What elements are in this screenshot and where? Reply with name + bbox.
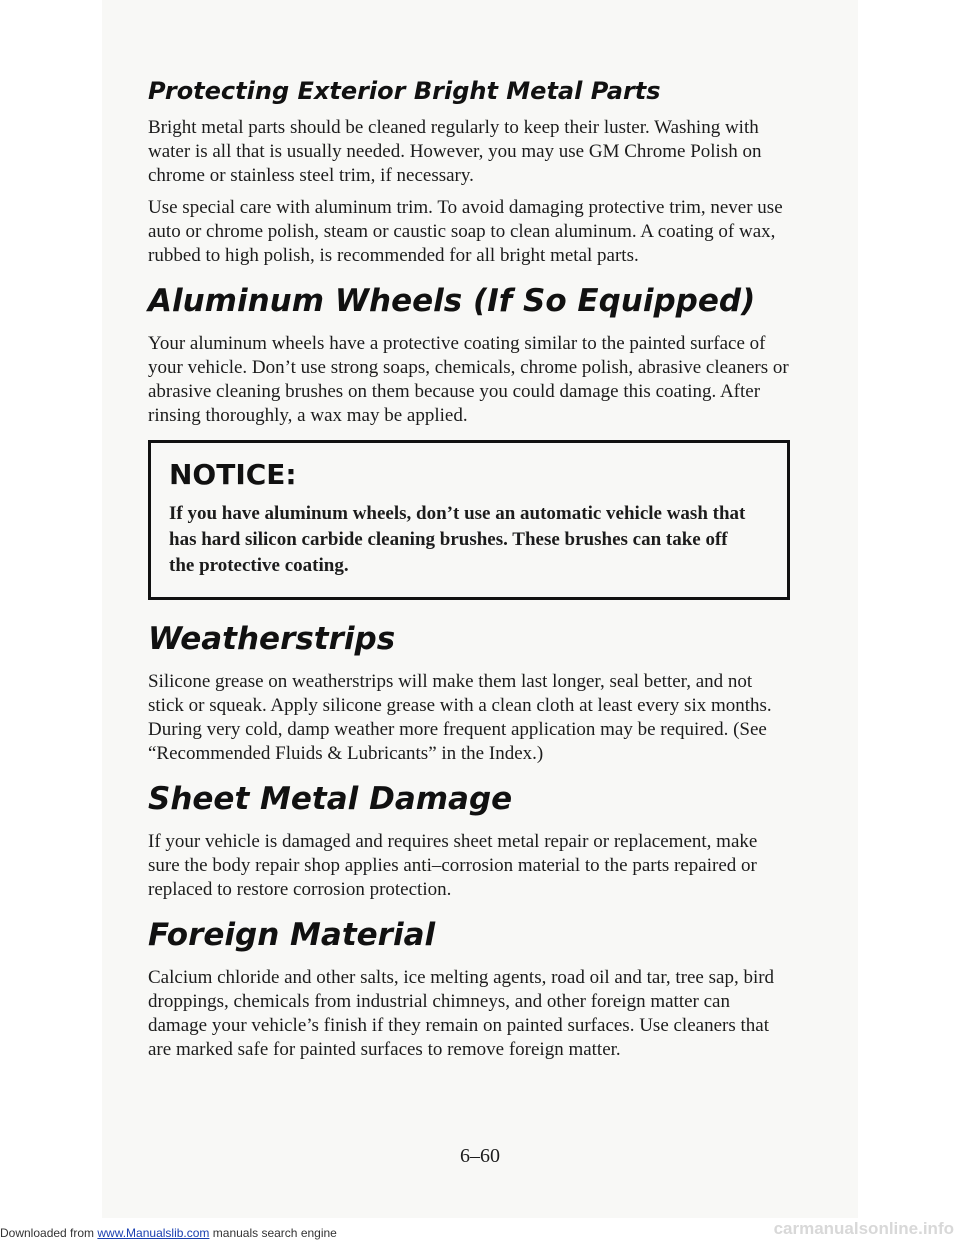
paragraph-bright-metal-2: Use special care with aluminum trim. To avoid damaging protective trim, never use auto or chrome polish, steam or caustic soap to clean aluminum. A coating of wax, rubbed to high polish, is recommended for all bright metal parts. bbox=[148, 197, 783, 266]
heading-aluminum-wheels: Aluminum Wheels (If So Equipped) bbox=[148, 283, 756, 319]
heading-sheet-metal: Sheet Metal Damage bbox=[148, 781, 513, 817]
page-content bbox=[148, 76, 790, 1074]
footer-suffix: manuals search engine bbox=[209, 1226, 337, 1240]
section-sheet-metal bbox=[148, 778, 790, 902]
manualslib-link[interactable]: www.Manualslib.com bbox=[97, 1226, 210, 1240]
heading-bright-metal: Protecting Exterior Bright Metal Parts bbox=[148, 77, 661, 105]
heading-foreign-material: Foreign Material bbox=[148, 917, 436, 953]
site-watermark: carmanualsonline.info bbox=[773, 1219, 954, 1238]
section-weatherstrips bbox=[148, 618, 790, 766]
section-aluminum-wheels bbox=[148, 280, 790, 428]
section-bright-metal bbox=[148, 76, 790, 268]
download-footer bbox=[0, 1226, 337, 1240]
footer-prefix: Downloaded from bbox=[0, 1226, 98, 1240]
section-foreign-material bbox=[148, 914, 790, 1062]
paragraph-aluminum-wheels: Your aluminum wheels have a protective coating similar to the painted surface of your vehicle. Don’t use strong soaps, chemicals, chrome polish, abrasive cleaners or abrasive cleaning brushes on them because you could damage this coating. After rinsing thoroughly, a wax may be applied. bbox=[148, 333, 789, 426]
heading-weatherstrips: Weatherstrips bbox=[148, 621, 396, 657]
notice-title: NOTICE: bbox=[169, 458, 297, 491]
paragraph-sheet-metal: If your vehicle is damaged and requires sheet metal repair or replacement, make sure the body repair shop applies anti–corrosion material to the parts repaired or replaced to restore corrosion protection. bbox=[148, 831, 758, 900]
paragraph-weatherstrips: Silicone grease on weatherstrips will make them last longer, seal better, and not stick or squeak. Apply silicone grease with a clean cloth at least every six months. During very cold, damp weather more frequent application may be required. (See “Recommended Fluids & Lubricants” in the Index.) bbox=[148, 671, 772, 764]
notice-box bbox=[148, 440, 790, 600]
page-number: 6–60 bbox=[460, 1145, 500, 1167]
manual-page bbox=[102, 0, 858, 1218]
paragraph-bright-metal-1: Bright metal parts should be cleaned regularly to keep their luster. Washing with water is all that is usually needed. However, you may use GM Chrome Polish on chrome or stainless steel trim, if necessary. bbox=[148, 117, 762, 186]
paragraph-foreign-material: Calcium chloride and other salts, ice melting agents, road oil and tar, tree sap, bird droppings, chemicals from industrial chimneys, and other foreign matter can damage your vehicle’s finish if they remain on painted surfaces. Use cleaners that are marked safe for painted surfaces to remove foreign matter. bbox=[148, 967, 775, 1060]
notice-text: If you have aluminum wheels, don’t use an automatic vehicle wash that has hard silicon carbide cleaning brushes. These brushes can take off the protective coating. bbox=[169, 503, 746, 576]
